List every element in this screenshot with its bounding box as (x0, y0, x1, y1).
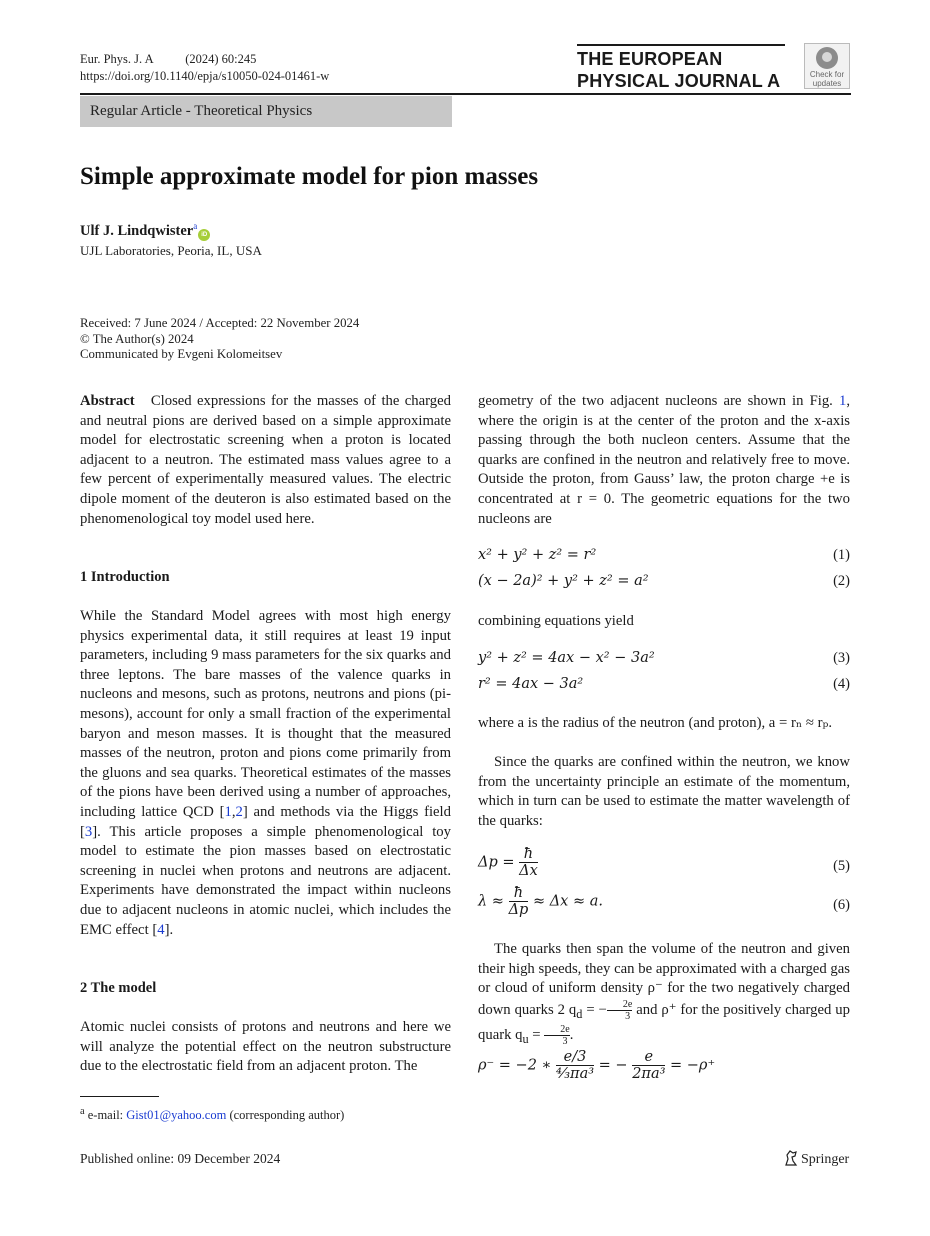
equation-5-lhs: Δp = (478, 854, 515, 871)
email-note: (corresponding author) (229, 1108, 345, 1123)
equation-5-denominator: Δx (519, 863, 538, 879)
author-name[interactable]: Ulf J. Lindqwister (80, 222, 194, 239)
equation-1-number: (1) (833, 547, 850, 563)
geometry-text-2: , where the origin is at the center of the proton and the x-axis passing through the both nucleon centers. Assume that the quarks are confined in the neutron and relatively free to move. Outside the proton, from Gauss’ law, the proton charge +e is concentrated at r = 0. The geometric equations for the two nucleons are (478, 393, 850, 527)
equation-2-number: (2) (833, 573, 850, 589)
equation-4-body: r² = 4ax − 3a² (478, 676, 584, 692)
doi-link[interactable]: https://doi.org/10.1140/epja/s10050-024-01461-w (80, 69, 330, 83)
journal-logo-line1: THE EUROPEAN (577, 49, 723, 69)
citation-link[interactable]: 3 (84, 823, 93, 840)
volume-info: (2024) 60:245 (185, 52, 257, 66)
author-footnote-mark[interactable]: a (193, 221, 198, 231)
journal-citation (80, 50, 256, 68)
published-date: Published online: 09 December 2024 (80, 1151, 281, 1166)
email-label: e-mail: (87, 1108, 124, 1123)
qu-subscript: u (522, 1032, 529, 1046)
geometry-paragraph (478, 392, 850, 529)
abstract-label: Abstract (80, 393, 135, 409)
intro-text-1: While the Standard Model agrees with most high energy physics experimental data, it still requires at least 19 input parameters, including 9 mass parameters for the six quarks and three leptons. The bare masses of the valence quarks in nucleons and mesons, such as protons, neutrons and pions (pi-mesons), account for only a small fraction of the experimental baryon and meson masses. It is thought that the measured masses of the neutron, proton and pions come primarily from the gluons and sea quarks. Theoretical estimates of the masses of the pions have been derived using a number of approaches, including lattice QCD (80, 608, 451, 820)
equation-2-body: (x − 2a)² + y² + z² = a² (478, 573, 649, 589)
density-mid: = − (598, 1057, 628, 1074)
qd-fraction (607, 999, 632, 1022)
equation-6-fraction (509, 885, 529, 918)
check-for-updates-badge[interactable] (804, 43, 850, 89)
copyright: © The Author(s) 2024 (80, 331, 194, 346)
density-lhs: ρ⁻ = −2 ∗ (478, 1057, 552, 1074)
qu-numerator: 2e (560, 1024, 570, 1036)
equation-6-lhs: λ ≈ (478, 893, 504, 910)
density-rhs: = −ρ⁺ (670, 1057, 716, 1074)
density-fraction-1 (556, 1049, 594, 1082)
journal-logo (577, 44, 785, 92)
density-fraction-2-bottom: 2πa³ (632, 1066, 666, 1082)
footnote (80, 1104, 344, 1123)
equation-6 (478, 885, 850, 918)
citation-link[interactable]: 1 (224, 803, 232, 820)
equation-4-number: (4) (833, 676, 850, 692)
equation-6-number: (6) (833, 897, 850, 913)
combining-text: combining equations yield (478, 613, 634, 629)
intro-text-2: and methods via the Higgs field (253, 803, 451, 820)
where-text: where a is the radius of the neutron (and proton), a = rₙ ≈ rₚ. (478, 715, 833, 731)
affiliation: UJL Laboratories, Peoria, IL, USA (80, 243, 262, 258)
badge-line2: updates (812, 79, 842, 88)
equation-2 (478, 573, 850, 589)
abstract-text: Closed expressions for the masses of the charged and neutral pions are derived based on a simple approximate model for electrostatic screening when a proton is located adjacent to a neutron. The estimated mass values agree to a few percent of experimentally measured values. The electric dipole moment of the deuteron is also estimated based on the phenomenological toy model used here. (80, 393, 452, 527)
qu-fraction (544, 1024, 569, 1047)
equation-4 (478, 676, 850, 692)
author-line (80, 217, 210, 241)
received-accepted: Received: 7 June 2024 / Accepted: 22 November 2024 (80, 316, 360, 330)
equation-3 (478, 650, 850, 666)
density-fraction-2 (632, 1049, 665, 1082)
model-paragraph: Atomic nuclei consists of protons and neutrons and here we will analyze the potential effect on the neutron substructure due to the electrostatic field from an adjacent proton. The (80, 1019, 451, 1075)
qd-subscript: d (576, 1006, 583, 1021)
qu-equals: = (528, 1027, 545, 1044)
equation-6-numerator: ħ (513, 885, 524, 901)
equation-5-numerator: ħ (523, 846, 534, 862)
equation-3-body: y² + z² = 4ax − x² − 3a² (478, 650, 655, 666)
header-divider (80, 93, 851, 95)
footnote-divider (80, 1096, 159, 1097)
uncertainty-paragraph: Since the quarks are confined within the neutron, we know from the uncertainty principle an estimate of the momentum, which in turn can be used to estimate the matter wavelength of the quarks: (478, 754, 850, 829)
density-fraction-1-top: e/3 (563, 1049, 587, 1065)
equation-6-rhs: ≈ Δx ≈ a. (532, 893, 603, 910)
citation-link[interactable]: 2 (235, 803, 243, 820)
equation-1-body: x² + y² + z² = r² (478, 547, 597, 563)
badge-line1: Check for (809, 70, 845, 79)
equation-5-fraction (519, 846, 538, 879)
intro-text-3: . This article proposes a simple phenomenological toy model to estimate the pion masses based on electrostatic screening in nuclei when protons and neutrons are adjacent. Experiments have demonstrated the impact within nucleons due to adjacent nucleons in atomic nuclei, which includes the EMC effect (80, 823, 451, 938)
footnote-mark: a (80, 1106, 85, 1117)
density-fraction-1-bottom: ⁴⁄₃πa³ (556, 1066, 595, 1082)
density-fraction-2-top: e (644, 1049, 654, 1065)
journal-abbrev: Eur. Phys. J. A (80, 52, 153, 66)
figure-link[interactable]: 1 (838, 393, 847, 409)
equation-1 (478, 547, 850, 563)
bookmark-icon (816, 47, 838, 69)
journal-logo-line2: PHYSICAL JOURNAL A (577, 71, 781, 91)
section-heading-introduction: 1 Introduction (80, 569, 170, 585)
qu-denominator: 3 (544, 1035, 569, 1047)
publisher-name: Springer (801, 1152, 850, 1167)
equation-5-number: (5) (833, 858, 850, 874)
article-category: Regular Article - Theoretical Physics (80, 96, 452, 127)
springer-horse-icon (784, 1150, 798, 1166)
charge-density-paragraph (478, 940, 850, 1050)
charge-text-3: . (569, 1027, 574, 1044)
charge-text-1: The quarks then span the volume of the neutron and given their high speeds, they can be approximated with a charged gas or cloud of uniform density ρ⁻ for the two negatively charged down quarks 2 q (478, 941, 850, 1018)
section-heading-model: 2 The model (80, 980, 157, 996)
email-link[interactable]: Gist01@yahoo.com (126, 1108, 227, 1123)
abstract (80, 392, 451, 529)
communicated-by: Communicated by Evgeni Kolomeitsev (80, 347, 283, 361)
citation-link[interactable]: 4 (157, 921, 165, 938)
equation-6-denominator: Δp (508, 902, 529, 918)
introduction-paragraph: While the Standard Model agrees with most high energy physics experimental data, it still requires at least 19 input parameters, including 9 mass parameters for the six quarks and three leptons. The bare masses of the valence quarks in nucleons and mesons, such as protons, neutrons and pions (pi-mesons), account for only a small fraction of the experimental baryon and meson masses. It is thought that the measured masses of the neutron, proton and pions come primarily from the gluons and sea quarks. Theoretical estimates of the masses of the pions have been derived using a number of approaches, including lattice QCD [1,2] and methods via the Higgs field [3]. This article proposes a simple phenomenological toy model to estimate the pion masses based on electrostatic screening in nuclei when protons and neutrons are adjacent. Experiments have demonstrated the impact within nucleons due to adjacent nucleons in atomic nuclei, which includes the EMC effect [4]. (80, 608, 451, 938)
qd-equals: = − (582, 1001, 607, 1018)
equation-3-number: (3) (833, 650, 850, 666)
publisher-logo[interactable] (784, 1150, 849, 1169)
article-title: Simple approximate model for pion masses (80, 163, 539, 190)
qd-numerator: 2e (622, 998, 633, 1010)
orcid-icon[interactable]: iD (198, 229, 210, 241)
charge-text-2: and ρ⁺ for the positively charged up quark q (478, 1001, 850, 1044)
qd-denominator: 3 (607, 1010, 632, 1022)
equation-5 (478, 846, 850, 879)
geometry-text-1: geometry of the two adjacent nucleons are shown in Fig. (478, 393, 833, 409)
density-equation (478, 1049, 850, 1082)
article-history (80, 316, 359, 363)
